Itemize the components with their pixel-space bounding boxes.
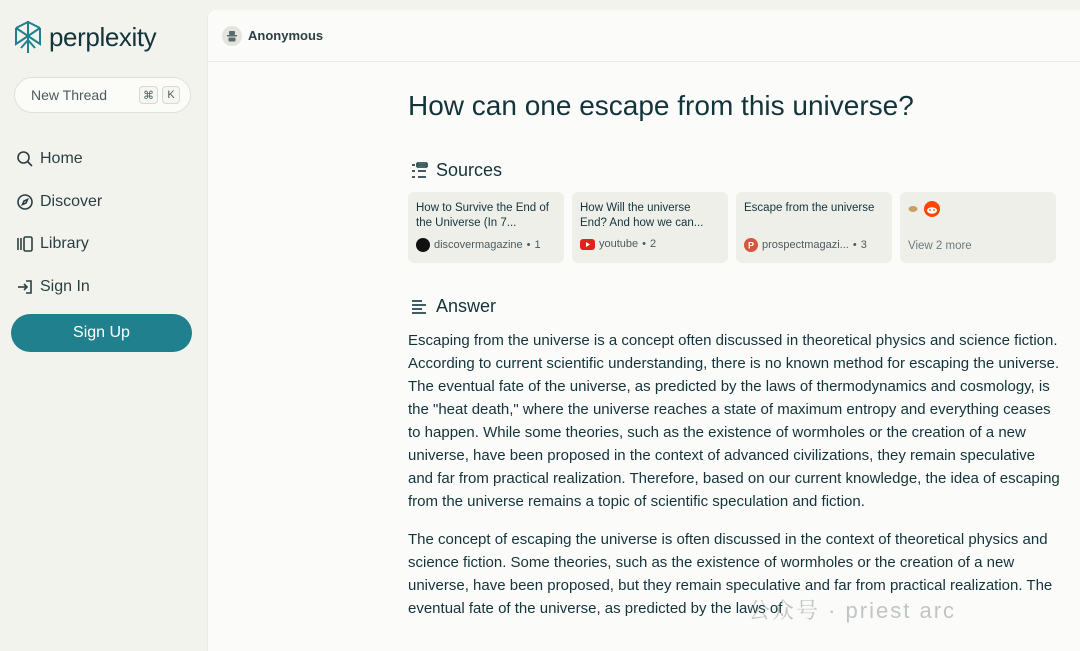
sidebar-item-label: Library [40,235,89,253]
source-meta [416,238,541,252]
compass-icon [16,193,34,211]
source-index: 3 [860,239,867,251]
view-more-link: View 2 more [908,240,972,252]
sidebar-nav [16,138,102,308]
new-thread-label: New Thread [31,87,108,103]
source-cards [408,192,1056,263]
brand-name: perplexity [49,21,157,52]
source-site: prospectmagazi... [762,239,849,251]
watermark: 公众号 · priest arc [748,598,957,623]
source-title: How Will the universe End? And how we can... [580,202,704,229]
discovermagazine-favicon-icon [416,238,430,252]
answer-paragraph: The concept of escaping the universe is often discussed in the context of theoretical physics and science fiction. Some theories, such as the existence of wormholes or the creation of a new universe, have been proposed, but they remain speculative and far from practical realization. The eventual fate of the universe, as predicted by the laws of [408,531,1053,617]
main-panel [207,10,1080,651]
answer-icon [410,298,428,316]
top-bar [208,10,1080,62]
view-more-card[interactable] [900,192,1056,263]
sidebar-item-sign-in[interactable] [16,266,102,309]
source-index: 2 [650,238,657,250]
source-title: Escape from the universe [744,202,875,214]
sidebar-item-home[interactable] [16,138,102,181]
sidebar-item-label: Sign In [40,277,90,295]
source-meta [580,238,656,250]
source-title: How to Survive the End of the Universe (In 7... [416,202,549,229]
shortcut-key-cmd: ⌘ [139,86,158,104]
avatar[interactable] [222,26,242,46]
sources-heading-label: Sources [436,160,503,180]
svg-text:P: P [748,240,755,251]
source-site: discovermagazine [434,239,523,251]
brand-logo[interactable] [13,20,156,54]
source-separator: • [526,239,531,251]
sources-heading [410,160,502,181]
source-index: 1 [534,239,541,251]
source-favicon-icon [908,204,918,214]
prospect-favicon-icon [744,238,758,252]
incognito-icon [226,30,238,42]
new-thread-shortcut [139,86,180,104]
answer-heading-label: Answer [436,296,497,316]
sidebar-item-label: Home [40,150,83,168]
sidebar-item-library[interactable] [16,223,102,266]
sign-up-button[interactable]: Sign Up [11,314,192,352]
source-separator: • [642,238,647,250]
thread-question: How can one escape from this universe? [408,90,914,121]
source-card[interactable] [408,192,564,263]
library-icon [16,235,34,253]
sidebar-item-label: Discover [40,192,103,210]
answer-body [408,329,1063,635]
search-icon [16,150,34,168]
answer-heading [410,296,496,317]
source-card[interactable] [572,192,728,263]
source-meta [744,238,867,252]
reddit-icon [924,201,940,217]
perplexity-logo-icon [13,20,43,54]
youtube-icon [580,239,595,250]
new-thread-button[interactable] [14,77,191,113]
source-separator: • [852,239,857,251]
sidebar [0,0,207,651]
source-site: youtube [599,238,639,250]
sources-icon [410,162,428,180]
shortcut-key-k: K [162,86,180,104]
answer-paragraph: Escaping from the universe is a concept often discussed in theoretical physics and science fiction. According to current scientific understanding, there is no known method for escaping the universe. The eventual fate of the universe, as predicted by the laws of thermodynamics and cosmology, is the "heat death," where the universe reaches a state of maximum entropy and everything ceases to happen. While some theories, such as the existence of wormholes or the creation of a new universe, have been proposed in the context of advanced civilizations, they remain speculative and far from practical realization. Therefore, based on our current knowledge, the idea of escaping from the universe remains a topic of scientific speculation and fiction. [408,332,1060,510]
sign-in-icon [16,278,34,296]
source-card[interactable] [736,192,892,263]
user-name: Anonymous [248,28,324,43]
more-source-icons [908,201,1048,217]
sidebar-item-discover[interactable] [16,181,102,224]
